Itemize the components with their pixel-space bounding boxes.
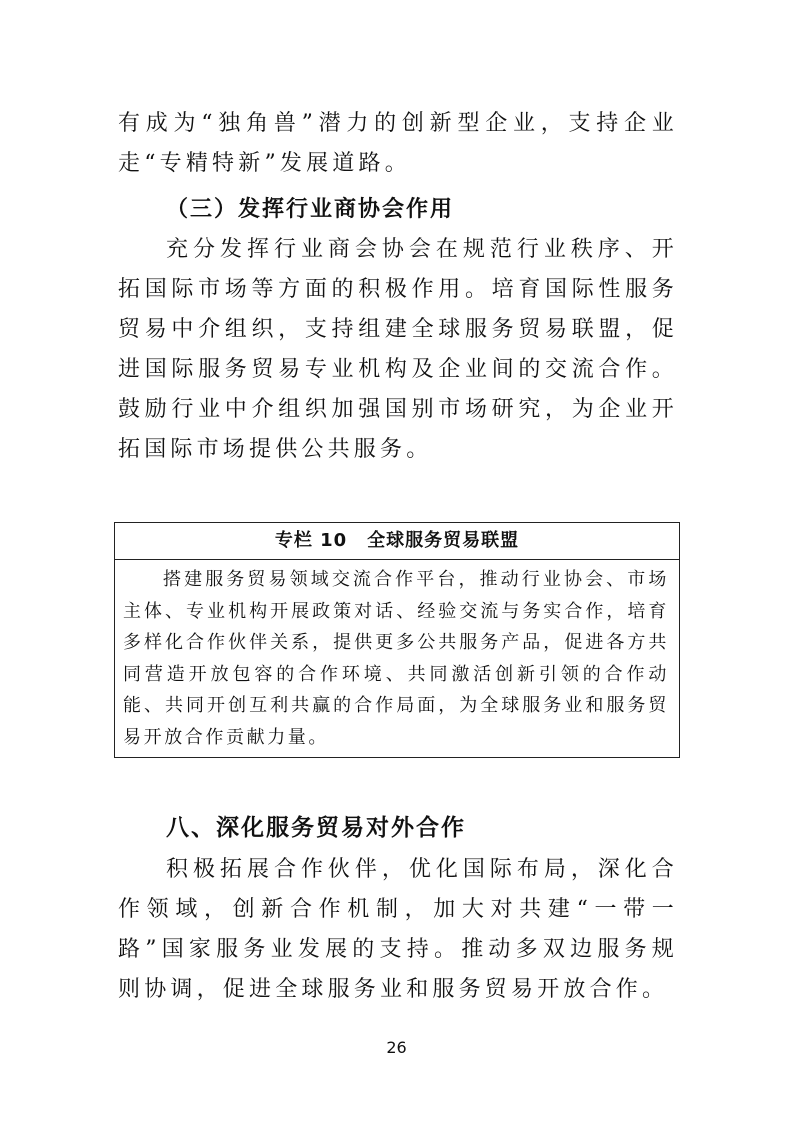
section-heading: 八、深化服务贸易对外合作 — [166, 815, 466, 841]
paragraph-continuation: 有成为“独角兽”潜力的创新型企业，支持企业走“专精特新”发展道路。 — [118, 111, 678, 176]
subsection-heading: （三）发挥行业商协会作用 — [166, 197, 455, 222]
special-column-title-bar — [115, 523, 679, 560]
page-number: 26 — [386, 1038, 407, 1057]
paragraph-external-cooperation: 积极拓展合作伙伴，优化国际布局，深化合作领域，创新合作机制，加大对共建“一带一路”国家服务业发展的支持。推动多双边服务规则协调，促进全球服务业和服务贸易开放合作。 — [118, 857, 678, 1002]
special-column-title: 全球服务贸易联盟 — [367, 530, 520, 551]
special-column-body: 搭建服务贸易领域交流合作平台，推动行业协会、市场主体、专业机构开展政策对话、经验交流与务实合作，培育多样化合作伙伴关系，提供更多公共服务产品，促进各方共同营造开放包容的合作环境、共同激活创新引领的合作动能、共同开创互利共赢的合作局面，为全球服务业和服务贸易开放合作贡献力量。 — [123, 569, 669, 748]
special-column-label: 专栏 10 — [274, 530, 348, 551]
special-column-box — [114, 522, 680, 758]
paragraph-industry-associations: 充分发挥行业商会协会在规范行业秩序、开拓国际市场等方面的积极作用。培育国际性服务贸易中介组织，支持组建全球服务贸易联盟，促进国际服务贸易专业机构及企业间的交流合作。鼓励行业中介组织加强国别市场研究，为企业开拓国际市场提供公共服务。 — [118, 237, 678, 462]
